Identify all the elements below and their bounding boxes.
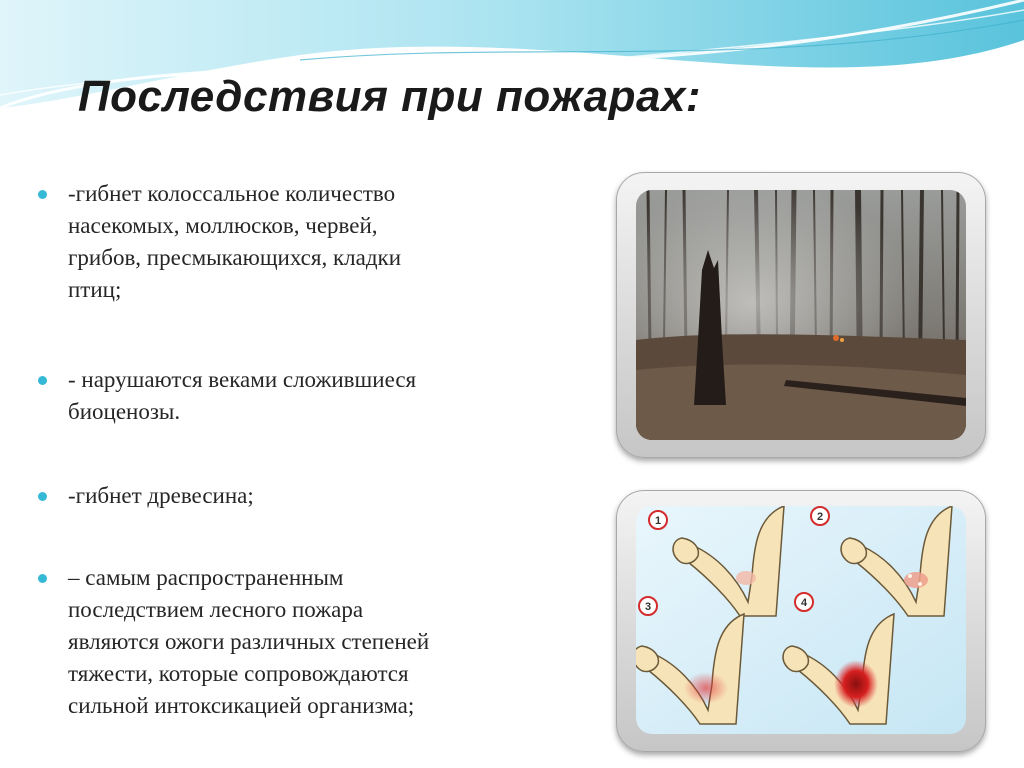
bullet-item: - нарушаются веками сложившиеся биоценозы. (36, 364, 416, 428)
slide-title: Последствия при пожарах: (78, 72, 702, 121)
burn-degree-label: 3 (644, 601, 652, 613)
burn-degrees-illustration (636, 506, 966, 734)
bullet-item: -гибнет колоссальное количество насекомых, моллюсков, червей, грибов, пресмыкающихся, кладки птиц; (36, 178, 401, 306)
bullet-dot-icon (38, 574, 47, 583)
bullet-dot-icon (38, 376, 47, 385)
bullet-item: -гибнет древесина; (36, 480, 254, 512)
burn-diagram-frame (616, 490, 986, 752)
forest-photo-frame (616, 172, 986, 458)
bullet-dot-icon (38, 190, 47, 199)
burn-degree-label: 1 (654, 515, 662, 527)
burn-degree-label: 4 (800, 597, 808, 609)
bullet-dot-icon (38, 492, 47, 501)
burn-degree-label: 2 (816, 511, 824, 523)
bullet-item: – самым распространенным последствием лесного пожара являются ожоги различных степеней тяжести, которые сопровождаются сильной интоксикацией организма; (36, 562, 429, 722)
burnt-forest-image (636, 190, 966, 440)
